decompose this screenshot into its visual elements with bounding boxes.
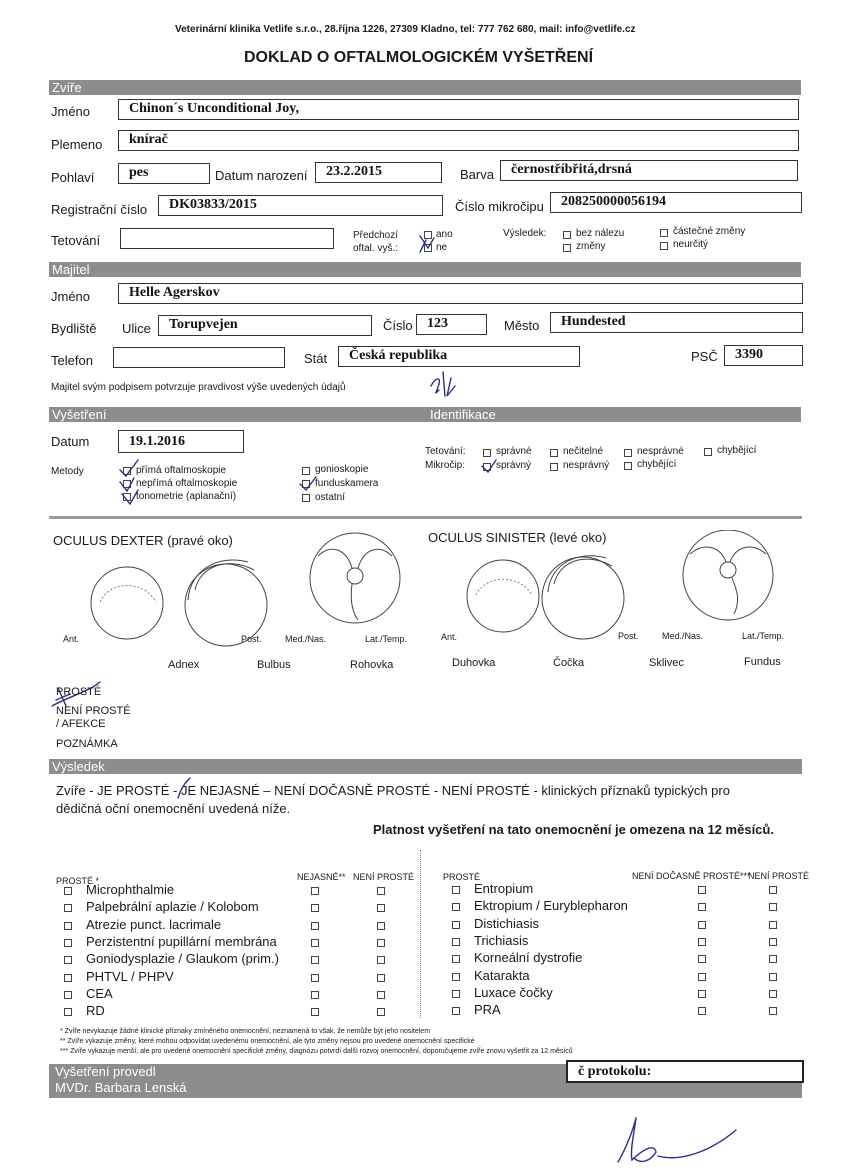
disease-name: Distichiasis <box>474 915 540 931</box>
disease-clear-checkbox[interactable] <box>64 956 72 964</box>
disease-clear-checkbox[interactable] <box>452 921 460 929</box>
number-label: Číslo <box>383 318 413 333</box>
country-value: Česká republika <box>349 348 448 363</box>
chip-correct-label: správný <box>496 460 532 471</box>
disease-clear-checkbox[interactable] <box>452 903 460 911</box>
disease-clear-checkbox[interactable] <box>452 886 460 894</box>
number-value: 123 <box>427 316 448 331</box>
exam-date-field[interactable] <box>118 430 244 453</box>
breed-field[interactable] <box>118 130 799 151</box>
disease-not-clear-checkbox[interactable] <box>769 938 777 946</box>
street-label: Ulice <box>122 321 151 336</box>
disease-clear-checkbox[interactable] <box>452 973 460 981</box>
previous-exam-yes-checkbox[interactable] <box>424 231 432 239</box>
number-field[interactable] <box>416 314 487 335</box>
disease-not-clear-checkbox[interactable] <box>377 956 385 964</box>
disease-name: PHTVL / PHPV <box>86 968 174 984</box>
disease-clear-checkbox[interactable] <box>64 904 72 912</box>
tattoo-field[interactable] <box>120 228 334 249</box>
method-other-checkbox[interactable] <box>302 494 310 502</box>
city-value: Hundested <box>561 314 626 329</box>
result-normal-checkbox[interactable] <box>563 231 571 239</box>
section-result: Výsledek <box>49 759 802 774</box>
tattoo-missing-checkbox[interactable] <box>704 448 712 456</box>
owner-name-label: Jméno <box>51 289 91 304</box>
part-cornea: Rohovka <box>350 659 394 671</box>
disease-clear-checkbox[interactable] <box>64 991 72 999</box>
disease-temp-not-clear-checkbox[interactable] <box>698 973 706 981</box>
sex-label: Pohlaví <box>51 170 95 185</box>
zip-field[interactable] <box>724 345 803 366</box>
method-funduscamera-label: funduskamera <box>315 478 379 489</box>
result-normal-label: bez nálezu <box>576 228 625 239</box>
animal-name-field[interactable] <box>118 99 799 120</box>
left-header-unclear: NEJASNÉ** <box>297 872 346 882</box>
footnote-3: *** Zvíře vykazuje menší, ale pro uvedené onemocnění specifické změny, diagnózu potvrdí další rozvoj onemocnění, doporučujeme zvíře znovu vyšetřit za 12 měsíců <box>60 1048 573 1055</box>
result-label: Výsledek: <box>503 228 547 239</box>
footnote-1: * Zvíře nevykazuje žádné klinické příznaky zmíněného onemocnění, neznamená to však, že nemůže být jeho nositelem <box>60 1028 431 1035</box>
color-label: Barva <box>460 167 494 182</box>
disease-clear-checkbox[interactable] <box>452 938 460 946</box>
zip-value: 3390 <box>735 347 763 362</box>
os-ant-label: Ant. <box>441 632 458 642</box>
part-lens: Čočka <box>553 657 585 669</box>
clinic-address: Veterinární klinika Vetlife s.r.o., 28.října 1226, 27309 Kladno, tel: 777 762 680, mail: info@vetlife.cz <box>175 24 636 35</box>
divider <box>49 516 802 519</box>
disease-clear-checkbox[interactable] <box>64 922 72 930</box>
disease-name: Luxace čočky <box>474 984 553 1000</box>
sex-field[interactable] <box>118 163 210 184</box>
city-label: Město <box>504 318 540 333</box>
part-vitreous: Sklivec <box>649 657 684 669</box>
disease-name: Palpebrální aplazie / Kolobom <box>86 899 259 915</box>
disease-name: Korneální dystrofie <box>474 950 583 966</box>
chip-correct-checkbox[interactable] <box>483 463 491 471</box>
disease-clear-checkbox[interactable] <box>452 955 460 963</box>
result-partial-label: částečné změny <box>673 226 746 237</box>
zip-label: PSČ <box>691 349 718 364</box>
result-changes-checkbox[interactable] <box>563 244 571 252</box>
right-header-clear: PROSTÉ <box>443 872 481 882</box>
chip-missing-label: chybějící <box>637 459 677 470</box>
os-bulbus-drawing <box>542 556 624 639</box>
owner-signature-icon <box>425 368 465 400</box>
os-mednas-label: Med./Nas. <box>662 631 704 641</box>
country-field[interactable] <box>338 346 580 367</box>
ident-chip-label: Mikročip: <box>425 460 466 471</box>
disease-unclear-checkbox[interactable] <box>311 991 319 999</box>
disease-not-clear-checkbox[interactable] <box>769 886 777 894</box>
disease-name: RD <box>86 1003 105 1019</box>
od-fundus-circle <box>310 533 400 623</box>
disease-name: Trichiasis <box>474 932 529 948</box>
section-animal: Zvíře <box>49 80 801 95</box>
method-gonioscopy-checkbox[interactable] <box>302 467 310 475</box>
os-title: OCULUS SINISTER (levé oko) <box>428 530 607 545</box>
registration-label: Registrační číslo <box>51 202 148 217</box>
od-title: OCULUS DEXTER (pravé oko) <box>53 533 233 548</box>
disease-name: Atrezie punct. lacrimale <box>86 916 222 932</box>
protocol-label: č protokolu: <box>578 1064 652 1079</box>
owner-name-field[interactable] <box>118 283 803 304</box>
disease-not-clear-checkbox[interactable] <box>769 990 777 998</box>
street-value: Torupvejen <box>169 317 238 332</box>
os-lattemp-label: Lat./Temp. <box>742 631 785 641</box>
disease-unclear-checkbox[interactable] <box>311 956 319 964</box>
methods-label: Metody <box>51 466 84 477</box>
disease-clear-checkbox[interactable] <box>64 1008 72 1016</box>
disease-not-clear-checkbox[interactable] <box>377 887 385 895</box>
disease-clear-checkbox[interactable] <box>452 990 460 998</box>
owner-name-value: Helle Agerskov <box>129 285 220 300</box>
registration-field[interactable] <box>158 195 443 216</box>
right-header-not-clear: NENÍ PROSTÉ <box>748 871 810 881</box>
result-changes-label: změny <box>576 241 606 252</box>
result-undetermined-label: neurčitý <box>673 239 709 250</box>
disease-not-clear-checkbox[interactable] <box>769 903 777 911</box>
table-divider <box>420 850 421 1018</box>
previous-exam-no-label: ne <box>436 242 448 253</box>
od-adnex-circle <box>91 567 163 639</box>
country-label: Stát <box>304 351 328 366</box>
method-other-label: ostatní <box>315 492 346 503</box>
tattoo-label: Tetování <box>51 233 101 248</box>
breed-value: knírač <box>129 132 168 147</box>
disease-unclear-checkbox[interactable] <box>311 887 319 895</box>
disease-not-clear-checkbox[interactable] <box>377 904 385 912</box>
animal-name-value: Chinon´s Unconditional Joy, <box>129 101 299 116</box>
exam-date-value: 19.1.2016 <box>129 434 185 449</box>
disease-name: Katarakta <box>474 967 530 983</box>
animal-name-label: Jméno <box>51 104 91 119</box>
method-gonioscopy-label: gonioskopie <box>315 464 369 475</box>
previous-exam-label-1: Předchozí <box>353 230 399 241</box>
row-label-affection: / AFEKCE <box>56 718 106 730</box>
disease-name: Microphthalmie <box>86 882 175 897</box>
disease-unclear-checkbox[interactable] <box>311 922 319 930</box>
chip-missing-checkbox[interactable] <box>624 462 632 470</box>
phone-label: Telefon <box>51 353 93 368</box>
previous-exam-label-2: oftal. vyš.: <box>353 243 399 254</box>
chip-incorrect-checkbox[interactable] <box>550 463 558 471</box>
chip-incorrect-label: nesprávný <box>563 460 610 471</box>
os-post-label: Post. <box>618 631 639 641</box>
section-owner: Majitel <box>49 262 801 277</box>
left-header-clear: PROSTÉ * <box>56 876 100 886</box>
disease-name: PRA <box>474 1002 501 1018</box>
color-value: černostříbřitá,drsná <box>511 162 632 177</box>
right-header-temp-not-clear: NENÍ DOČASNĚ PROSTÉ*** <box>632 871 751 881</box>
microchip-field[interactable] <box>550 192 802 213</box>
breed-label: Plemeno <box>51 137 103 152</box>
tattoo-illegible-label: nečitelné <box>563 446 604 457</box>
result-line-2: dědičná oční onemocnění uvedená níže. <box>56 801 291 816</box>
microchip-value: 208250000056194 <box>561 194 666 209</box>
od-mednas-label: Med./Nas. <box>285 634 327 644</box>
doctor-name: MVDr. Barbara Lenská <box>55 1080 187 1095</box>
tattoo-correct-checkbox[interactable] <box>483 449 491 457</box>
city-field[interactable] <box>550 312 803 333</box>
protocol-field[interactable] <box>566 1060 804 1083</box>
disease-temp-not-clear-checkbox[interactable] <box>698 903 706 911</box>
disease-temp-not-clear-checkbox[interactable] <box>698 1007 706 1015</box>
examined-by-label: Vyšetření provedl <box>55 1064 156 1079</box>
od-ant-label: Ant. <box>63 634 80 644</box>
owner-declaration: Majitel svým podpisem potvrzuje pravdivost výše uvedených údajů <box>51 382 346 393</box>
disease-not-clear-checkbox[interactable] <box>377 974 385 982</box>
od-lattemp-label: Lat./Temp. <box>365 634 408 644</box>
disease-temp-not-clear-checkbox[interactable] <box>698 955 706 963</box>
footnote-2: ** Zvíře vykazuje změny, které mohou odpovídat uvedenému onemocnění, ale tyto změny nejsou pro uvedené onemocnění specifické <box>60 1038 475 1045</box>
method-indirect-label: nepřímá oftalmoskopie <box>136 478 238 489</box>
tattoo-missing-label: chybějící <box>717 445 757 456</box>
part-iris: Duhovka <box>452 657 496 669</box>
method-direct-label: přímá oftalmoskopie <box>136 465 227 476</box>
row-label-note: POZNÁMKA <box>56 738 118 750</box>
disease-clear-checkbox[interactable] <box>452 1007 460 1015</box>
disease-temp-not-clear-checkbox[interactable] <box>698 921 706 929</box>
address-label: Bydliště <box>51 321 97 336</box>
ident-tattoo-label: Tetování: <box>425 446 466 457</box>
doctor-signature-icon <box>610 1112 750 1170</box>
disease-not-clear-checkbox[interactable] <box>769 921 777 929</box>
section-identification: Identifikace <box>430 407 496 422</box>
dob-field[interactable] <box>315 162 442 183</box>
disease-not-clear-checkbox[interactable] <box>769 973 777 981</box>
disease-clear-checkbox[interactable] <box>64 939 72 947</box>
os-fundus-circle <box>683 530 773 620</box>
disease-not-clear-checkbox[interactable] <box>377 939 385 947</box>
phone-field[interactable] <box>113 347 285 368</box>
left-header-not-clear: NENÍ PROSTÉ <box>353 872 415 882</box>
method-tonometry-checkbox[interactable] <box>123 493 131 501</box>
part-bulbus: Bulbus <box>257 659 291 671</box>
disease-not-clear-checkbox[interactable] <box>769 1007 777 1015</box>
sex-value: pes <box>129 165 149 180</box>
disease-not-clear-checkbox[interactable] <box>377 922 385 930</box>
street-field[interactable] <box>158 315 372 336</box>
disease-not-clear-checkbox[interactable] <box>769 955 777 963</box>
part-fundus: Fundus <box>744 656 781 668</box>
disease-clear-checkbox[interactable] <box>64 887 72 895</box>
result-undetermined-checkbox[interactable] <box>660 242 668 250</box>
disease-name: Perzistentní pupillární membrána <box>86 933 277 949</box>
color-field[interactable] <box>500 160 798 181</box>
disease-unclear-checkbox[interactable] <box>311 1008 319 1016</box>
microchip-label: Číslo mikročipu <box>455 199 544 214</box>
previous-exam-no-checkbox[interactable] <box>424 244 432 252</box>
disease-name: CEA <box>86 985 113 1001</box>
tattoo-incorrect-checkbox[interactable] <box>624 449 632 457</box>
dob-value: 23.2.2015 <box>326 164 382 179</box>
method-indirect-checkbox[interactable] <box>123 480 131 488</box>
validity-note: Platnost vyšetření na tato onemocnění je omezena na 12 měsíců. <box>373 822 774 837</box>
disease-clear-checkbox[interactable] <box>64 974 72 982</box>
od-post-label: Post. <box>241 634 262 644</box>
disease-unclear-checkbox[interactable] <box>311 974 319 982</box>
result-partial-checkbox[interactable] <box>660 229 668 237</box>
row-label-not-clear: NENÍ PROSTÉ <box>56 705 131 717</box>
previous-exam-yes-label: ano <box>436 229 453 240</box>
method-funduscamera-checkbox[interactable] <box>302 480 310 488</box>
result-line-1: Zvíře - JE PROSTÉ - JE NEJASNÉ – NENÍ DOČASNĚ PROSTÉ - NENÍ PROSTÉ - klinických příznaků typických pro <box>56 783 730 798</box>
disease-not-clear-checkbox[interactable] <box>377 1008 385 1016</box>
row-label-clear: PROSTÉ <box>56 686 102 698</box>
tattoo-illegible-checkbox[interactable] <box>550 449 558 457</box>
dob-label: Datum narození <box>215 168 308 183</box>
disease-unclear-checkbox[interactable] <box>311 904 319 912</box>
disease-not-clear-checkbox[interactable] <box>377 991 385 999</box>
registration-value: DK03833/2015 <box>169 197 257 212</box>
disease-name: Goniodysplazie / Glaukom (prim.) <box>86 951 279 967</box>
disease-name: Ektropium / Euryblepharon <box>474 898 628 914</box>
section-exam: Vyšetření <box>49 407 801 422</box>
document-title: DOKLAD O OFTALMOLOGICKÉM VYŠETŘENÍ <box>244 49 594 66</box>
os-adnex-circle <box>467 560 539 632</box>
disease-temp-not-clear-checkbox[interactable] <box>698 990 706 998</box>
part-adnex: Adnex <box>168 659 200 671</box>
disease-unclear-checkbox[interactable] <box>311 939 319 947</box>
disease-temp-not-clear-checkbox[interactable] <box>698 938 706 946</box>
disease-temp-not-clear-checkbox[interactable] <box>698 886 706 894</box>
exam-date-label: Datum <box>51 434 90 449</box>
tattoo-correct-label: správné <box>496 446 532 457</box>
disease-name: Entropium <box>474 881 534 896</box>
method-tonometry-label: tonometrie (aplanační) <box>136 491 237 502</box>
method-direct-checkbox[interactable] <box>123 467 131 475</box>
tattoo-incorrect-label: nesprávné <box>637 446 684 457</box>
